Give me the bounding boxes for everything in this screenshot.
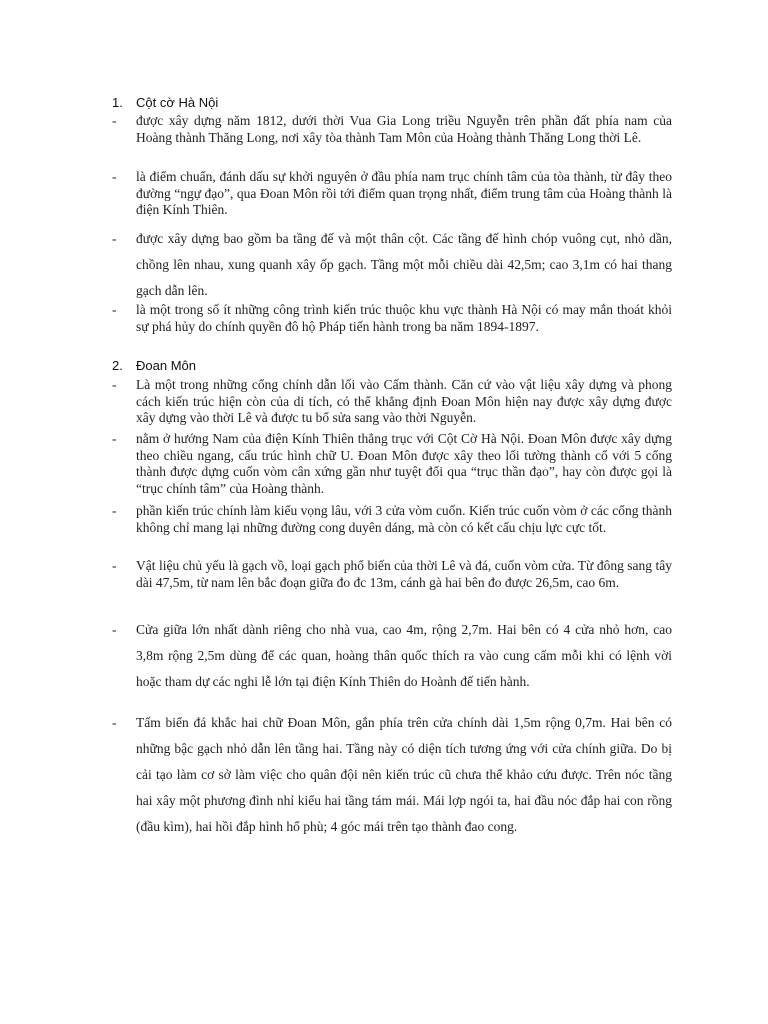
bullet-dash: - — [112, 113, 117, 128]
list-item-text: là điểm chuẩn, đánh dấu sự khởi nguyên ở đầu phía nam trục chính tâm của tòa thành, từ đây theo đường “ngự đạo”, qua Đoan Môn rồi tới điểm quan trọng nhất, điểm trung tâm của Hoàng thành là điện Kính Thiên. — [136, 169, 672, 217]
list-item — [112, 617, 672, 695]
list-item — [112, 710, 672, 840]
list-item-text: được xây dựng năm 1812, dưới thời Vua Gia Long triều Nguyễn trên phần đất phía nam của Hoàng thành Thăng Long, nơi xây tòa thành Tam Môn của Hoàng thành Thăng Long thời Lê. — [136, 113, 672, 145]
list-item-text: Là một trong những cổng chính dẫn lối vào Cấm thành. Căn cứ vào vật liệu xây dựng và phong cách kiến trúc hiện còn của di tích, có thể khẳng định Đoan Môn hiện nay được xây dựng được xây dựng vào thời Lê và được tu bổ sửa sang vào thời Nguyễn. — [136, 377, 672, 425]
section-title: Đoan Môn — [136, 358, 196, 373]
section-number: 2. — [112, 358, 123, 373]
list-item — [112, 431, 672, 497]
section-heading-1 — [112, 95, 218, 110]
list-item-text: là một trong số ít những công trình kiến trúc thuộc khu vực thành Hà Nội có may mắn thoát khỏi sự phá hủy do chính quyền đô hộ Pháp tiến hành trong ba năm 1894-1897. — [136, 302, 672, 334]
list-item — [112, 226, 672, 304]
bullet-dash: - — [112, 558, 117, 573]
list-item — [112, 503, 672, 536]
bullet-dash: - — [112, 622, 117, 637]
list-item-text: được xây dựng bao gồm ba tầng đế và một thân cột. Các tầng đế hình chóp vuông cụt, nhỏ dần, chồng lên nhau, xung quanh xây ốp gạch. Tầng một mỗi chiều dài 42,5m; cao 3,1m có hai thang gạch dẫn lên. — [136, 231, 672, 298]
bullet-dash: - — [112, 169, 117, 184]
list-item-text: phần kiến trúc chính làm kiểu vọng lâu, với 3 cửa vòm cuốn. Kiến trúc cuốn vòm ở các cổng thành không chỉ mang lại những đường cong duyên dáng, mà còn có kết cấu chịu lực cực tốt. — [136, 503, 672, 535]
bullet-dash: - — [112, 231, 117, 246]
section-number: 1. — [112, 95, 123, 110]
bullet-dash: - — [112, 302, 117, 317]
list-item — [112, 302, 672, 335]
section-heading-2 — [112, 358, 196, 373]
list-item-text: Tấm biển đá khắc hai chữ Đoan Môn, gắn phía trên cửa chính dài 1,5m rộng 0,7m. Hai bên có những bậc gạch nhỏ dẫn lên tầng hai. Tầng này có diện tích tương ứng với cửa chính giữa. Do bị cải tạo làm cơ sở làm việc cho quân đội nên kiến trúc cũ chưa thể khảo cứu được. Trên nóc tầng hai xây một phương đình nhỉ kiểu hai tầng tám mái. Mái lợp ngói ta, hai đầu nóc đắp hai con rồng (đầu kìm), hai hồi đắp hình hổ phù; 4 góc mái trên tạo thành đao cong. — [136, 715, 672, 834]
list-item — [112, 558, 672, 591]
bullet-dash: - — [112, 503, 117, 518]
list-item — [112, 169, 672, 219]
bullet-dash: - — [112, 431, 117, 446]
list-item — [112, 113, 672, 146]
bullet-dash: - — [112, 715, 117, 730]
bullet-dash: - — [112, 377, 117, 392]
list-item-text: Cửa giữa lớn nhất dành riêng cho nhà vua, cao 4m, rộng 2,7m. Hai bên có 4 cửa nhỏ hơn, cao 3,8m rộng 2,5m dùng để các quan, hoàng thân quốc thích ra vào cung cấm mỗi khi có lệnh vời hoặc tham dự các nghi lễ lớn tại điện Kính Thiên do Hoành đế tiến hành. — [136, 622, 672, 689]
list-item-text: Vật liệu chủ yếu là gạch vồ, loại gạch phổ biến của thời Lê và đá, cuốn vòm cửa. Từ đông sang tây dài 47,5m, từ nam lên bắc đoạn giữa đo đc 13m, cánh gà hai bên đo được 26,5m, cao 6m. — [136, 558, 672, 590]
section-title: Cột cờ Hà Nội — [136, 95, 219, 110]
list-item-text: nằm ở hướng Nam của điện Kính Thiên thẳng trục với Cột Cờ Hà Nội. Đoan Môn được xây dựng theo chiều ngang, cấu trúc hình chữ U. Đoan Môn được xây theo lối tường thành cổ với 5 cổng thành được dựng cuốn vòm cân xứng gần như tuyệt đối qua “trục thần đạo”, hay còn được gọi là “trục chính tâm” của Hoàng thành. — [136, 431, 672, 496]
list-item — [112, 377, 672, 427]
